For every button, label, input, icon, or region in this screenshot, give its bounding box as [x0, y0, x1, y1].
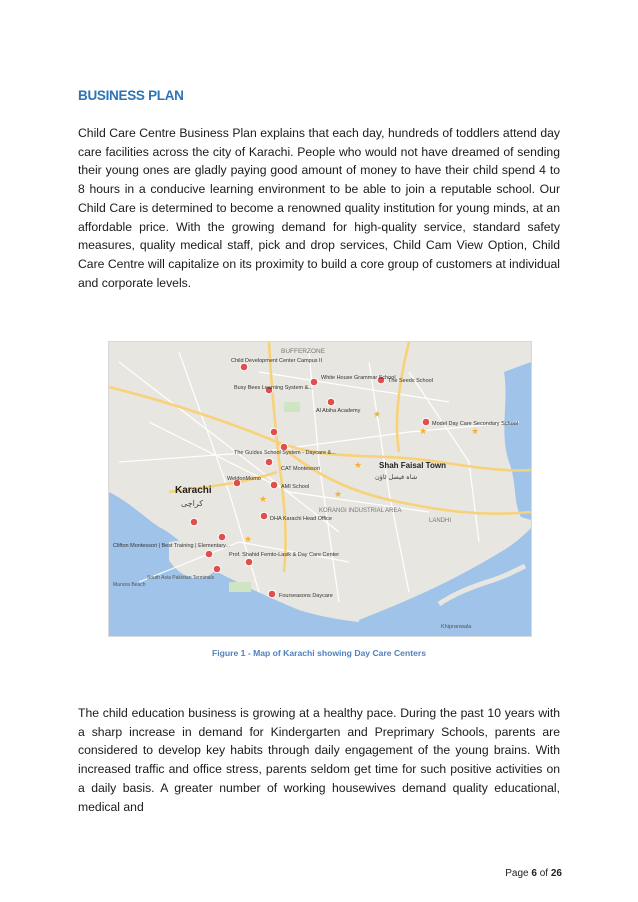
map-marker — [190, 518, 198, 526]
section-heading: BUSINESS PLAN — [78, 88, 184, 103]
area-label-shah-faisal-urdu: شاہ فیصل ٹاؤن — [375, 474, 418, 481]
map-marker — [270, 428, 278, 436]
label-fourseasons: Fourseasons Daycare — [279, 593, 333, 599]
star-icon: ★ — [419, 427, 428, 437]
label-al-abiha: Al Abiha Academy — [316, 408, 361, 414]
star-icon: ★ — [334, 490, 343, 500]
label-clifton-montessori: Clifton Montessori | Best Training | Elementary... — [113, 543, 231, 549]
map-marker — [268, 590, 276, 598]
map-marker — [270, 481, 278, 489]
label-busy-bees: Busy Bees Learning System &... — [234, 385, 313, 391]
star-icon: ★ — [259, 495, 268, 505]
star-icon: ★ — [244, 535, 253, 545]
map-marker — [205, 550, 213, 558]
star-icon: ★ — [471, 427, 480, 437]
label-seeds-school: The Seeds School — [388, 378, 433, 384]
map-marker — [265, 458, 273, 466]
label-ami-school: AMI School — [281, 484, 310, 490]
label-white-house: White House Grammar School — [321, 375, 396, 381]
park-area — [229, 582, 251, 592]
of-word: of — [539, 868, 549, 879]
label-south-asia-terminals: South Asia Pakistan Terminals — [147, 575, 215, 581]
area-label-bufferzone: BUFFERZONE — [281, 348, 326, 355]
map-marker — [240, 363, 248, 371]
map-marker — [260, 512, 268, 520]
label-weldonmomo: WeldonMomo — [227, 476, 261, 482]
city-label-karachi: Karachi — [175, 485, 212, 496]
figure-caption: Figure 1 - Map of Karachi showing Day Care Centers — [212, 648, 426, 658]
city-label-karachi-urdu: کراچی — [181, 499, 204, 508]
map-marker — [245, 558, 253, 566]
map-marker — [327, 398, 335, 406]
map-canvas — [109, 342, 531, 636]
label-dha-head-office: DHA Karachi Head Office — [270, 516, 332, 522]
area-label-shah-faisal: Shah Faisal Town — [379, 461, 446, 470]
star-icon: ★ — [354, 461, 363, 471]
area-label-landhi: LANDHI — [429, 518, 452, 524]
star-icon: ★ — [373, 410, 382, 420]
page-number: 6 — [531, 868, 537, 879]
area-label-korangi: KORANGI INDUSTRIAL AREA — [319, 508, 402, 514]
label-child-development: Child Development Center Campus II — [231, 358, 323, 364]
intro-paragraph: Child Care Centre Business Plan explains that each day, hundreds of toddlers attend day care facilities across the city of Karachi. People who would not have dreamed of sending their young ones are gladly paying good amount of money to have their child spend 4 to 8 hours in a conducive learning environment to be able to join a reputable school. Our Child Care is determined to become a renowned quality institution for young minds, at an affordable price. With the growing demand for high-quality service, standard safety measures, quality medical staff, pick and drop services, Child Cam View Option, Child Care Centre will capitalize on its proximity to build a core group of customers at individual and corporate levels. — [78, 126, 560, 290]
label-model-day-care: Model Day Care Secondary School — [432, 421, 518, 427]
label-manora-beach: Manora Beach — [113, 582, 146, 588]
map-marker — [213, 565, 221, 573]
park-area — [284, 402, 300, 412]
label-cat-montessori: CAT Montessori — [281, 466, 320, 472]
map-marker — [218, 533, 226, 541]
page-total: 26 — [550, 868, 562, 879]
growth-paragraph: The child education business is growing at a healthy pace. During the past 10 years with a sharp increase in demand for Kindergarten and Preprimary Schools, parents are considered to develop key habits through daily engagement of the young brains. With increased traffic and office stress, parents seldom get time for such positive activities on a daily basis. A greater number of working housewives demand quality educational, medical and — [78, 706, 560, 814]
label-khipranwala: Khipranwala — [441, 624, 472, 630]
label-shahid-day-care: Prof. Shahid Femto-Lasik & Day Care Center — [229, 552, 340, 558]
page-footer — [505, 868, 562, 879]
karachi-map-figure — [108, 341, 532, 637]
page-word: Page — [505, 868, 529, 879]
label-guides-school: The Guides School System - Daycare &... — [234, 450, 336, 456]
map-marker — [422, 418, 430, 426]
